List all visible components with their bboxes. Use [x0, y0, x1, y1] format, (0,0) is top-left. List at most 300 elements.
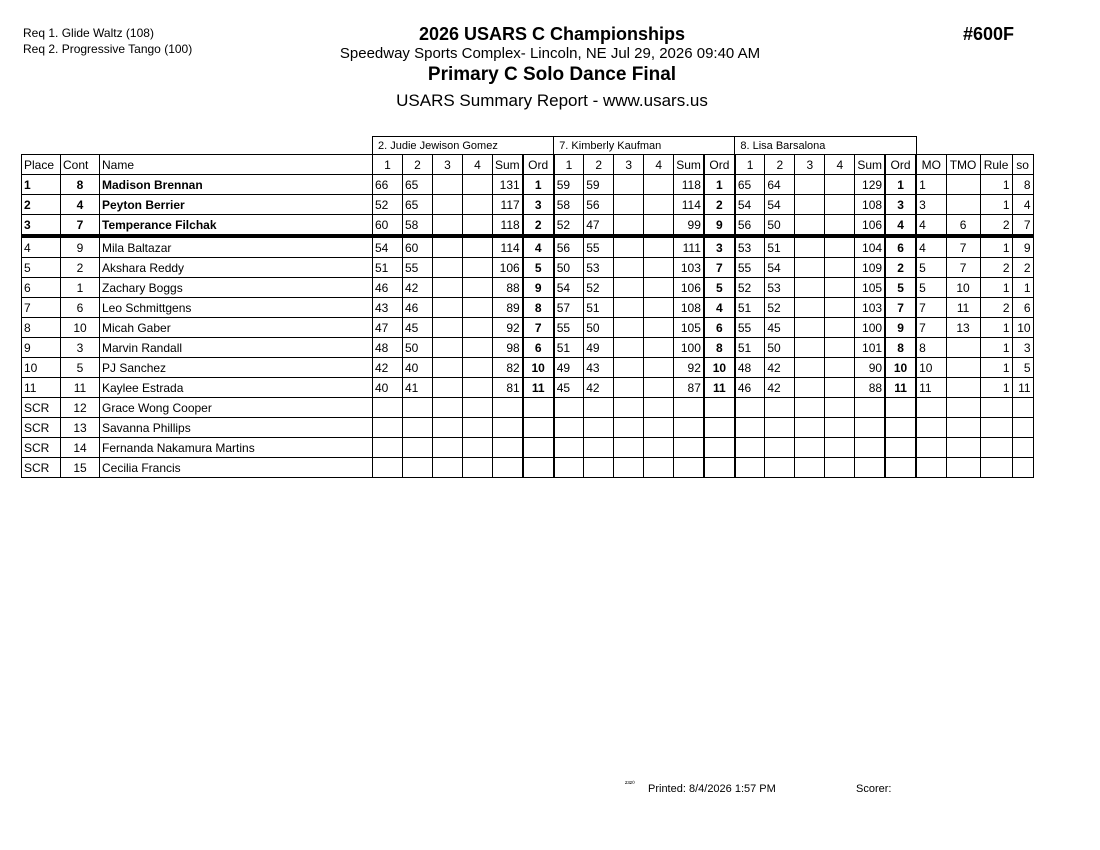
sum-cell: 103: [855, 298, 885, 318]
score-cell: 56: [584, 195, 614, 215]
results-table: [21, 136, 1034, 478]
ordinal-cell: 10: [523, 358, 554, 378]
score-cell: [644, 418, 674, 438]
sum-cell: 90: [855, 358, 885, 378]
score-cell: [765, 418, 795, 438]
event-title: Primary C Solo Dance Final: [427, 64, 677, 85]
score-cell: [433, 318, 463, 338]
sum-cell: 108: [855, 195, 885, 215]
tmo-cell: 13: [946, 318, 980, 338]
ordinal-cell: 11: [523, 378, 554, 398]
sum-cell: 114: [674, 195, 704, 215]
sum-cell: 108: [674, 298, 704, 318]
ordinal-cell: [704, 398, 735, 418]
score-cell: 45: [554, 378, 584, 398]
sum-cell: 118: [493, 215, 523, 237]
score-cell: [765, 458, 795, 478]
score-cell: [825, 215, 855, 237]
score-cell: 54: [373, 236, 403, 258]
judges-row: [22, 137, 1034, 155]
score-cell: 46: [403, 298, 433, 318]
score-cell: 52: [735, 278, 765, 298]
skater-name-cell: Marvin Randall: [100, 338, 373, 358]
col-header-ord: Ord: [885, 155, 916, 175]
score-cell: [795, 195, 825, 215]
so-cell: 6: [1012, 298, 1033, 318]
score-cell: [614, 258, 644, 278]
contestant-number-cell: 2: [61, 258, 100, 278]
score-cell: [644, 236, 674, 258]
score-cell: [614, 175, 644, 195]
score-cell: [614, 338, 644, 358]
score-cell: 52: [584, 278, 614, 298]
score-cell: [795, 398, 825, 418]
score-cell: 50: [403, 338, 433, 358]
rule-cell: 2: [980, 298, 1012, 318]
so-cell: 1: [1012, 278, 1033, 298]
mo-cell: [916, 418, 946, 438]
judge-name: 2. Judie Jewison Gomez: [373, 137, 554, 155]
ordinal-cell: 4: [885, 215, 916, 237]
result-row: [22, 215, 1034, 237]
mo-cell: [916, 458, 946, 478]
rule-cell: 1: [980, 175, 1012, 195]
tmo-cell: [946, 378, 980, 398]
result-row: [22, 458, 1034, 478]
score-cell: [795, 338, 825, 358]
ordinal-cell: 7: [885, 298, 916, 318]
ordinal-cell: 10: [885, 358, 916, 378]
sum-cell: 92: [493, 318, 523, 338]
score-cell: [825, 298, 855, 318]
score-cell: [584, 458, 614, 478]
score-cell: [433, 298, 463, 318]
score-cell: 42: [373, 358, 403, 378]
score-cell: [825, 418, 855, 438]
score-cell: [825, 195, 855, 215]
ordinal-cell: [704, 418, 735, 438]
col-header-mo: MO: [916, 155, 946, 175]
sum-cell: 105: [855, 278, 885, 298]
report-code: ²³²⁰: [625, 781, 635, 788]
score-cell: 41: [403, 378, 433, 398]
mo-cell: 8: [916, 338, 946, 358]
score-cell: [433, 278, 463, 298]
sum-cell: 106: [493, 258, 523, 278]
score-cell: [644, 298, 674, 318]
place-cell: SCR: [22, 398, 61, 418]
sum-cell: 82: [493, 358, 523, 378]
score-cell: [614, 278, 644, 298]
ordinal-cell: 6: [885, 236, 916, 258]
sum-cell: 129: [855, 175, 885, 195]
ordinal-cell: 1: [885, 175, 916, 195]
sum-cell: 100: [674, 338, 704, 358]
ordinal-cell: [523, 438, 554, 458]
score-cell: 49: [584, 338, 614, 358]
rule-cell: 1: [980, 278, 1012, 298]
score-cell: [463, 195, 493, 215]
col-header-sum: Sum: [674, 155, 704, 175]
so-cell: 10: [1012, 318, 1033, 338]
skater-name-cell: Mila Baltazar: [100, 236, 373, 258]
result-row: [22, 338, 1034, 358]
ordinal-cell: 6: [704, 318, 735, 338]
score-cell: [433, 215, 463, 237]
score-cell: [373, 398, 403, 418]
score-cell: 55: [554, 318, 584, 338]
score-cell: 42: [765, 378, 795, 398]
ordinal-cell: 3: [704, 236, 735, 258]
score-cell: 65: [403, 195, 433, 215]
mo-cell: 4: [916, 236, 946, 258]
result-row: [22, 175, 1034, 195]
score-cell: [825, 258, 855, 278]
score-cell: [644, 195, 674, 215]
result-row: [22, 278, 1034, 298]
score-cell: [825, 278, 855, 298]
sum-cell: 118: [674, 175, 704, 195]
score-cell: [403, 398, 433, 418]
skater-name-cell: Savanna Phillips: [100, 418, 373, 438]
col-header-sum: Sum: [855, 155, 885, 175]
score-cell: [554, 398, 584, 418]
score-cell: 54: [765, 258, 795, 278]
ordinal-cell: 2: [885, 258, 916, 278]
score-cell: 43: [584, 358, 614, 378]
score-cell: [403, 458, 433, 478]
score-cell: [463, 215, 493, 237]
score-cell: 51: [554, 338, 584, 358]
rule-cell: 1: [980, 195, 1012, 215]
tmo-cell: 11: [946, 298, 980, 318]
sum-cell: 117: [493, 195, 523, 215]
score-cell: 42: [403, 278, 433, 298]
score-cell: 58: [403, 215, 433, 237]
mo-cell: 7: [916, 318, 946, 338]
score-cell: 53: [765, 278, 795, 298]
contestant-number-cell: 14: [61, 438, 100, 458]
score-cell: [433, 458, 463, 478]
score-cell: 52: [765, 298, 795, 318]
so-cell: 3: [1012, 338, 1033, 358]
tmo-cell: [946, 398, 980, 418]
sum-cell: 114: [493, 236, 523, 258]
judge-name: 7. Kimberly Kaufman: [554, 137, 735, 155]
score-cell: [433, 236, 463, 258]
sum-cell: 105: [674, 318, 704, 338]
mo-cell: 5: [916, 258, 946, 278]
ordinal-cell: 5: [523, 258, 554, 278]
contestant-number-cell: 11: [61, 378, 100, 398]
so-cell: 2: [1012, 258, 1033, 278]
place-cell: 5: [22, 258, 61, 278]
skater-name-cell: PJ Sanchez: [100, 358, 373, 378]
rule-cell: [980, 458, 1012, 478]
col-header-rule: Rule: [980, 155, 1012, 175]
skater-name-cell: Zachary Boggs: [100, 278, 373, 298]
tmo-cell: 10: [946, 278, 980, 298]
score-cell: [795, 438, 825, 458]
score-cell: [373, 418, 403, 438]
score-cell: 51: [735, 298, 765, 318]
result-row: [22, 318, 1034, 338]
score-cell: [735, 398, 765, 418]
ordinal-cell: 1: [523, 175, 554, 195]
tmo-cell: [946, 418, 980, 438]
score-cell: [554, 458, 584, 478]
score-cell: 51: [373, 258, 403, 278]
skater-name-cell: Madison Brennan: [100, 175, 373, 195]
report-title: USARS Summary Report - www.usars.us: [396, 91, 708, 110]
sum-cell: [674, 418, 704, 438]
place-cell: SCR: [22, 438, 61, 458]
ordinal-cell: [885, 458, 916, 478]
ordinal-cell: 3: [523, 195, 554, 215]
score-cell: [825, 438, 855, 458]
score-cell: 58: [554, 195, 584, 215]
ordinal-cell: 4: [523, 236, 554, 258]
score-cell: 59: [554, 175, 584, 195]
ordinal-cell: [885, 438, 916, 458]
ordinal-cell: [523, 458, 554, 478]
so-cell: 11: [1012, 378, 1033, 398]
score-cell: [433, 418, 463, 438]
sum-cell: 81: [493, 378, 523, 398]
so-cell: [1012, 458, 1033, 478]
sum-cell: 103: [674, 258, 704, 278]
score-cell: [825, 338, 855, 358]
contestant-number-cell: 7: [61, 215, 100, 237]
score-cell: 65: [403, 175, 433, 195]
score-cell: [433, 358, 463, 378]
score-cell: 51: [765, 236, 795, 258]
score-cell: [463, 298, 493, 318]
col-header-place: Place: [22, 155, 61, 175]
sum-cell: 92: [674, 358, 704, 378]
ordinal-cell: 2: [704, 195, 735, 215]
score-cell: 54: [735, 195, 765, 215]
score-cell: [825, 398, 855, 418]
so-cell: [1012, 438, 1033, 458]
col-header-score: 1: [373, 155, 403, 175]
score-cell: [614, 195, 644, 215]
score-cell: [735, 418, 765, 438]
score-cell: [463, 358, 493, 378]
sum-cell: [493, 398, 523, 418]
score-cell: [795, 215, 825, 237]
sum-cell: 88: [855, 378, 885, 398]
skater-name-cell: Kaylee Estrada: [100, 378, 373, 398]
score-cell: [795, 458, 825, 478]
score-cell: [463, 236, 493, 258]
column-header-row: [22, 155, 1034, 175]
place-cell: 6: [22, 278, 61, 298]
tmo-cell: 7: [946, 236, 980, 258]
place-cell: SCR: [22, 418, 61, 438]
score-cell: [614, 318, 644, 338]
score-cell: [795, 298, 825, 318]
score-cell: 50: [554, 258, 584, 278]
place-cell: SCR: [22, 458, 61, 478]
score-cell: 47: [584, 215, 614, 237]
rule-cell: 1: [980, 338, 1012, 358]
score-cell: [463, 338, 493, 358]
ordinal-cell: 5: [704, 278, 735, 298]
rule-cell: 1: [980, 236, 1012, 258]
score-cell: [433, 378, 463, 398]
col-header-score: 2: [584, 155, 614, 175]
sum-cell: 87: [674, 378, 704, 398]
score-cell: [644, 338, 674, 358]
score-cell: [433, 175, 463, 195]
tmo-cell: [946, 458, 980, 478]
score-cell: [554, 418, 584, 438]
ordinal-cell: 9: [523, 278, 554, 298]
score-cell: [644, 458, 674, 478]
score-cell: [554, 438, 584, 458]
score-cell: [735, 458, 765, 478]
ordinal-cell: 8: [523, 298, 554, 318]
score-cell: 45: [403, 318, 433, 338]
col-header-score: 4: [644, 155, 674, 175]
score-cell: [644, 278, 674, 298]
tmo-cell: [946, 195, 980, 215]
score-cell: [614, 458, 644, 478]
score-cell: 54: [554, 278, 584, 298]
col-header-cont: Cont: [61, 155, 100, 175]
sum-cell: 88: [493, 278, 523, 298]
skater-name-cell: Temperance Filchak: [100, 215, 373, 237]
score-cell: 50: [765, 338, 795, 358]
score-cell: 47: [373, 318, 403, 338]
scorer-label: Scorer:: [856, 783, 892, 795]
score-cell: 51: [584, 298, 614, 318]
score-cell: [463, 418, 493, 438]
rule-cell: 1: [980, 318, 1012, 338]
col-header-score: 3: [433, 155, 463, 175]
score-cell: [433, 338, 463, 358]
col-header-ord: Ord: [704, 155, 735, 175]
result-row: [22, 236, 1034, 258]
score-cell: 45: [765, 318, 795, 338]
score-cell: [463, 378, 493, 398]
ordinal-cell: 10: [704, 358, 735, 378]
score-cell: [825, 318, 855, 338]
mo-cell: 10: [916, 358, 946, 378]
score-cell: [644, 438, 674, 458]
contestant-number-cell: 8: [61, 175, 100, 195]
score-cell: 66: [373, 175, 403, 195]
score-cell: [463, 398, 493, 418]
place-cell: 2: [22, 195, 61, 215]
col-header-score: 4: [825, 155, 855, 175]
sum-cell: 111: [674, 236, 704, 258]
rule-cell: [980, 418, 1012, 438]
col-header-score: 4: [463, 155, 493, 175]
score-cell: 50: [765, 215, 795, 237]
place-cell: 8: [22, 318, 61, 338]
score-cell: [373, 458, 403, 478]
score-cell: 60: [373, 215, 403, 237]
score-cell: 48: [735, 358, 765, 378]
contestant-number-cell: 13: [61, 418, 100, 438]
ordinal-cell: 11: [885, 378, 916, 398]
result-row: [22, 298, 1034, 318]
score-cell: [614, 215, 644, 237]
mo-cell: 7: [916, 298, 946, 318]
ordinal-cell: 5: [885, 278, 916, 298]
score-cell: 53: [584, 258, 614, 278]
rule-cell: 1: [980, 358, 1012, 378]
contestant-number-cell: 5: [61, 358, 100, 378]
score-cell: [433, 258, 463, 278]
sum-cell: [674, 458, 704, 478]
contestant-number-cell: 15: [61, 458, 100, 478]
score-cell: [463, 258, 493, 278]
place-cell: 4: [22, 236, 61, 258]
ordinal-cell: 8: [885, 338, 916, 358]
tmo-cell: 7: [946, 258, 980, 278]
score-cell: 55: [735, 318, 765, 338]
ordinal-cell: 8: [704, 338, 735, 358]
score-cell: 48: [373, 338, 403, 358]
score-cell: [644, 378, 674, 398]
place-cell: 3: [22, 215, 61, 237]
place-cell: 1: [22, 175, 61, 195]
so-cell: 9: [1012, 236, 1033, 258]
score-cell: [614, 298, 644, 318]
score-cell: [795, 378, 825, 398]
score-cell: [614, 418, 644, 438]
so-cell: [1012, 418, 1033, 438]
ordinal-cell: [885, 398, 916, 418]
score-cell: [433, 398, 463, 418]
score-cell: [433, 195, 463, 215]
result-row: [22, 418, 1034, 438]
contestant-number-cell: 12: [61, 398, 100, 418]
so-cell: 7: [1012, 215, 1033, 237]
score-cell: [795, 258, 825, 278]
ordinal-cell: [704, 458, 735, 478]
printed-timestamp: Printed: 8/4/2026 1:57 PM: [648, 783, 776, 795]
sum-cell: 104: [855, 236, 885, 258]
score-cell: 65: [735, 175, 765, 195]
result-row: [22, 398, 1034, 418]
score-cell: [795, 175, 825, 195]
skater-name-cell: Cecilia Francis: [100, 458, 373, 478]
score-cell: 42: [765, 358, 795, 378]
score-cell: [614, 358, 644, 378]
ordinal-cell: 7: [523, 318, 554, 338]
skater-name-cell: Peyton Berrier: [100, 195, 373, 215]
score-cell: 59: [584, 175, 614, 195]
skater-name-cell: Micah Gaber: [100, 318, 373, 338]
sum-cell: [674, 438, 704, 458]
score-cell: 64: [765, 175, 795, 195]
sum-cell: 106: [855, 215, 885, 237]
col-header-sum: Sum: [493, 155, 523, 175]
tmo-cell: [946, 175, 980, 195]
tmo-cell: [946, 438, 980, 458]
score-cell: [614, 398, 644, 418]
score-cell: 50: [584, 318, 614, 338]
so-cell: 4: [1012, 195, 1033, 215]
required-dance-1: Req 1. Glide Waltz (108): [23, 26, 154, 40]
score-cell: 40: [373, 378, 403, 398]
score-cell: [825, 378, 855, 398]
score-cell: [403, 418, 433, 438]
